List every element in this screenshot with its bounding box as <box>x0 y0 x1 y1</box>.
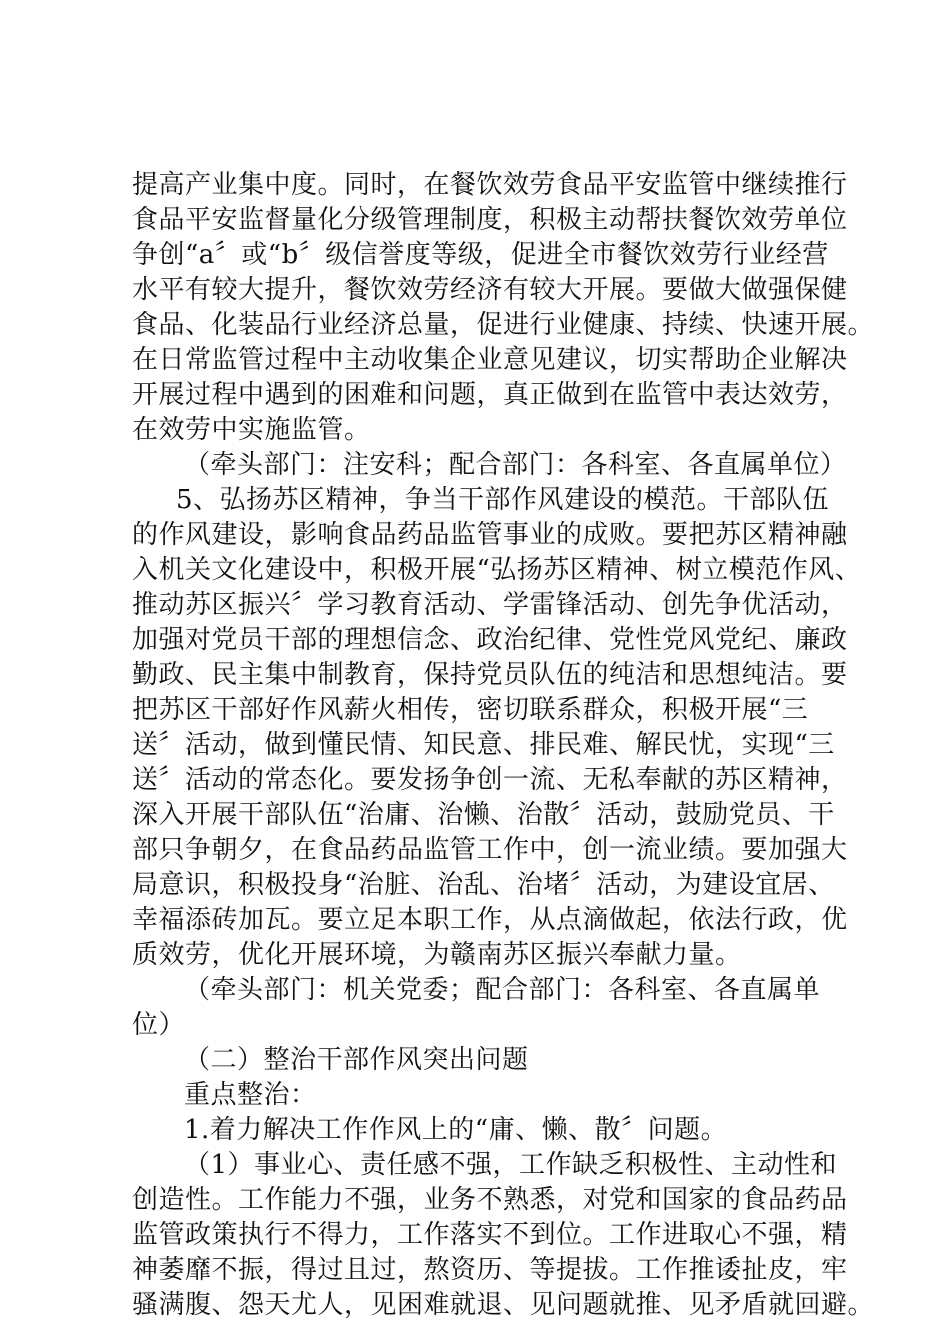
text-line: 送〞活动，做到懂民情、知民意、排民难、解民忧，实现“三 <box>132 730 835 760</box>
text-line: 推动苏区振兴〞学习教育活动、学雷锋活动、创先争优活动， <box>132 590 848 620</box>
text-line: 深入开展干部队伍“治庸、治懒、治散〞活动，鼓励党员、干 <box>132 800 835 830</box>
text-line: 骚满腹、怨天尤人，见困难就退、见问题就推、见矛盾就回避。 <box>132 1290 875 1320</box>
text-line: 位） <box>132 1010 186 1040</box>
text-line: 食品、化装品行业经济总量，促进行业健康、持续、快速开展。 <box>132 310 875 340</box>
text-line: 创造性。工作能力不强，业务不熟悉，对党和国家的食品药品 <box>132 1185 848 1215</box>
text-line: 部只争朝夕，在食品药品监管工作中，创一流业绩。要加强大 <box>132 835 848 865</box>
text-line: 提高产业集中度。同时，在餐饮效劳食品平安监管中继续推行 <box>132 170 848 200</box>
text-line: 把苏区干部好作风薪火相传，密切联系群众，积极开展“三 <box>132 695 809 725</box>
text-line: （牵头部门：机关党委；配合部门：各科室、各直属单 <box>184 975 821 1005</box>
text-line: 局意识，积极投身“治脏、治乱、治堵〞活动，为建设宜居、 <box>132 870 835 900</box>
body-text <box>132 168 875 1323</box>
text-line: 1.着力解决工作作风上的“庸、懒、散〞问题。 <box>184 1115 728 1145</box>
text-line: 争创“a〞或“b〞级信誉度等级，促进全市餐饮效劳行业经营 <box>132 240 829 270</box>
text-line: （牵头部门：注安科；配合部门：各科室、各直属单位） <box>184 450 847 480</box>
text-line: 监管政策执行不得力，工作落实不到位。工作进取心不强，精 <box>132 1220 848 1250</box>
text-line: 的作风建设，影响食品药品监管事业的成败。要把苏区精神融 <box>132 520 848 550</box>
text-line: 神萎靡不振，得过且过，熬资历、等提拔。工作推诿扯皮，牢 <box>132 1255 848 1285</box>
text-line: （二）整治干部作风突出问题 <box>184 1045 529 1075</box>
text-line: 在效劳中实施监管。 <box>132 415 371 445</box>
text-line: 入机关文化建设中，积极开展“弘扬苏区精神、树立模范作风、 <box>132 555 862 585</box>
text-line: 水平有较大提升，餐饮效劳经济有较大开展。要做大做强保健 <box>132 275 848 305</box>
text-line: 重点整治： <box>184 1080 317 1110</box>
text-line: 食品平安监督量化分级管理制度，积极主动帮扶餐饮效劳单位 <box>132 205 848 235</box>
text-line: 质效劳，优化开展环境，为赣南苏区振兴奉献力量。 <box>132 940 742 970</box>
text-line: 开展过程中遇到的困难和问题，真正做到在监管中表达效劳， <box>132 380 848 410</box>
text-line: 幸福添砖加瓦。要立足本职工作，从点滴做起，依法行政，优 <box>132 905 848 935</box>
text-line: 送〞活动的常态化。要发扬争创一流、无私奉献的苏区精神， <box>132 765 848 795</box>
text-line: 勤政、民主集中制教育，保持党员队伍的纯洁和思想纯洁。要 <box>132 660 848 690</box>
text-line: 加强对党员干部的理想信念、政治纪律、党性党风党纪、廉政 <box>132 625 848 655</box>
text-line: （1）事业心、责任感不强，工作缺乏积极性、主动性和 <box>184 1150 838 1180</box>
text-line: 在日常监管过程中主动收集企业意见建议，切实帮助企业解决 <box>132 345 848 375</box>
text-line: 5、弘扬苏区精神，争当干部作风建设的模范。干部队伍 <box>176 485 830 515</box>
